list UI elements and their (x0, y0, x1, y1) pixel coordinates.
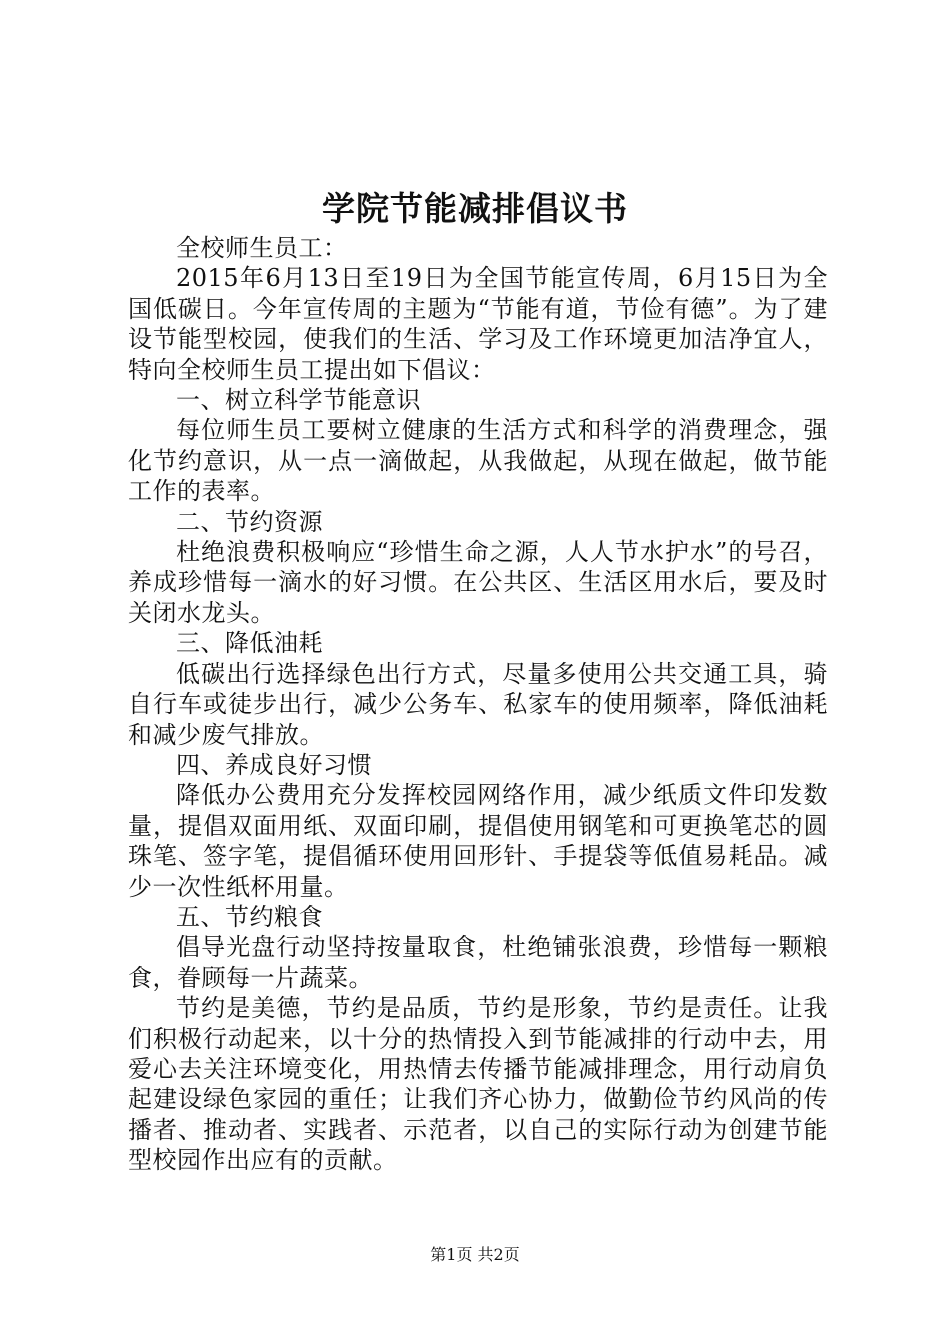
page-footer: 第1页 共2页 (430, 1245, 520, 1264)
section-heading-2: 二、节约资源 (176, 507, 323, 536)
section-heading-4: 四、养成良好习惯 (176, 750, 372, 779)
section-heading-3: 三、降低油耗 (176, 629, 323, 658)
section-body-1: 每位师生员工要树立健康的生活方式和科学的消费理念，强化节约意识，从一点一滴做起，从我做起，从现在做起，做节能工作的表率。 (128, 416, 828, 506)
section-heading-1: 一、树立科学节能意识 (176, 386, 421, 415)
section-body-5: 倡导光盘行动坚持按量取食，杜绝铺张浪费，珍惜每一颗粮食，眷顾每一片蔬菜。 (128, 933, 828, 992)
section-body-2: 杜绝浪费积极响应“珍惜生命之源，人人节水护水”的号召，养成珍惜每一滴水的好习惯。在公共区、生活区用水后，要及时关闭水龙头。 (128, 538, 828, 627)
intro-paragraph: 2015年6月13日至19日为全国节能宣传周，6月15日为全国低碳日。今年宣传周的主题为“节能有道，节俭有德”。为了建设节能型校园，使我们的生活、学习及工作环境更加洁净宜人，特向全校师生员工提出如下倡议： (128, 264, 828, 384)
document-title: 学院节能减排倡议书 (322, 189, 628, 228)
section-body-3: 低碳出行选择绿色出行方式，尽量多使用公共交通工具，骑自行车或徒步出行，减少公务车、私家车的使用频率，降低油耗和减少废气排放。 (128, 659, 828, 749)
closing-paragraph: 节约是美德，节约是品质，节约是形象，节约是责任。让我们积极行动起来，以十分的热情投入到节能减排的行动中去，用爱心去关注环境变化，用热情去传播节能减排理念，用行动肩负起建设绿色家园的重任；让我们齐心协力，做勤俭节约风尚的传播者、推动者、实践者、示范者，以自己的实际行动为创建节能型校园作出应有的贡献。 (128, 994, 828, 1175)
section-body-4: 降低办公费用充分发挥校园网络作用，减少纸质文件印发数量，提倡双面用纸、双面印刷，提倡使用钢笔和可更换笔芯的圆珠笔、签字笔，提倡循环使用回形针、手提袋等低值易耗品。减少一次性纸杯用量。 (128, 781, 828, 901)
section-heading-5: 五、节约粮食 (176, 902, 323, 931)
salutation: 全校师生员工： (176, 234, 348, 262)
document-body (128, 233, 828, 1176)
